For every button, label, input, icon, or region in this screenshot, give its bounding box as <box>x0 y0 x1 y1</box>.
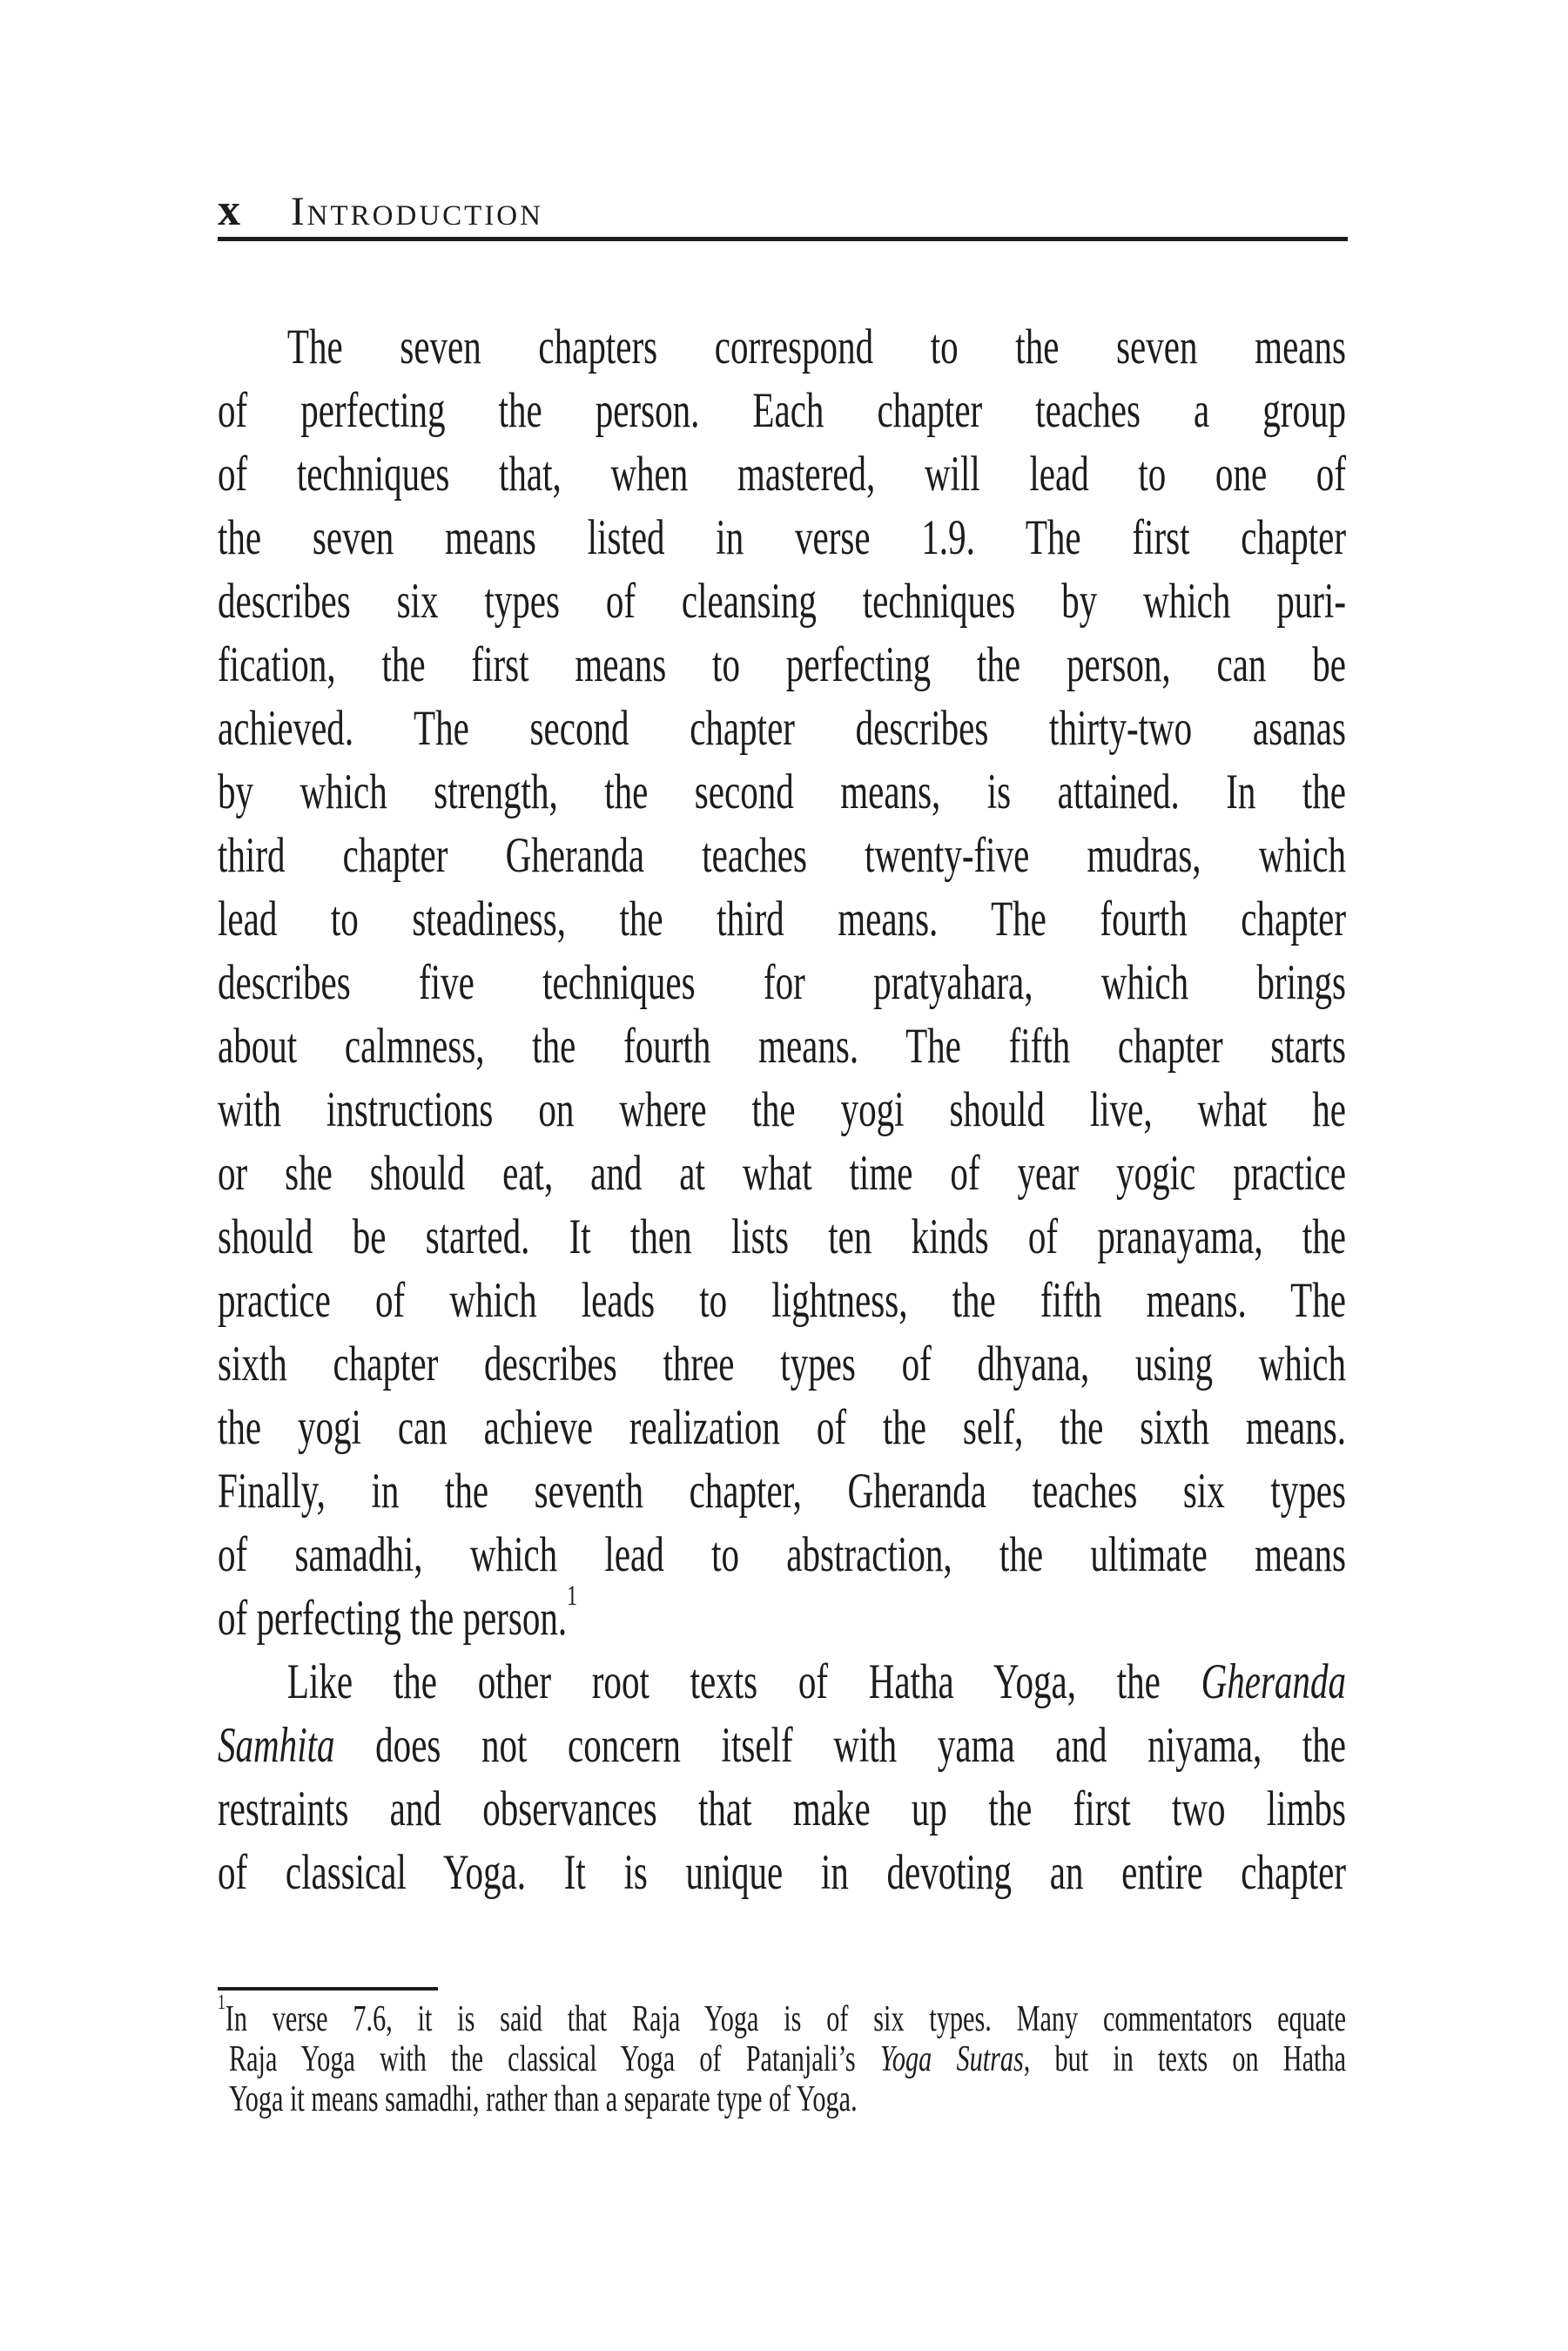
body-text <box>218 315 1346 1904</box>
text-line: describes six types of cleansing techniques by which puri- <box>218 574 1346 629</box>
text-line: restraints and observances that make up the first two limbs <box>218 1782 1346 1836</box>
text-line: with instructions on where the yogi should live, what he <box>218 1082 1346 1137</box>
footnote-rule <box>218 1987 438 1991</box>
text-line: fication, the first means to perfecting the person, can be <box>218 637 1346 692</box>
text-line: Finally, in the seventh chapter, Gheranda teaches six types <box>218 1464 1346 1519</box>
text-line: should be started. It then lists ten kinds of pranayama, the <box>218 1209 1346 1264</box>
italic-text: Samhita <box>218 1718 335 1773</box>
text-line: lead to steadiness, the third means. The fourth chapter <box>218 892 1346 946</box>
text-line: describes five techniques for pratyahara, which brings <box>218 955 1346 1010</box>
text-line: or she should eat, and at what time of year yogic practice <box>218 1146 1346 1201</box>
header-rule <box>218 237 1348 241</box>
text-line: $^1$In verse 7.6, it is said that Raja Yoga is of six types. Many commentators equate <box>218 1990 1346 2039</box>
text-line: of perfecting the person.$^1$ <box>218 1580 578 1646</box>
italic-text: Yoga Sutras <box>879 2039 1024 2079</box>
italic-text: Gheranda <box>1201 1654 1346 1709</box>
text-line: of samadhi, which lead to abstraction, the ultimate means <box>218 1527 1346 1582</box>
text-line: of techniques that, when mastered, will lead to one of <box>218 447 1346 502</box>
text-line: achieved. The second chapter describes thirty-two asanas <box>218 701 1346 756</box>
text-line: Like the other root texts of Hatha Yoga, the Gheranda <box>286 1654 1346 1709</box>
text-line: of perfecting the person. Each chapter teaches a group <box>218 383 1346 438</box>
footnote-reference: 1 <box>567 1580 578 1613</box>
text-line: sixth chapter describes three types of dhyana, using which <box>218 1337 1346 1391</box>
paragraph <box>218 315 1346 1650</box>
paragraph <box>218 1650 1346 1904</box>
text-line: the yogi can achieve realization of the self, the sixth means. <box>218 1400 1346 1455</box>
page-header <box>218 185 543 235</box>
text-line: Raja Yoga with the classical Yoga of Patanjali’s Yoga Sutras, but in texts on Hatha <box>228 2039 1346 2079</box>
text-line: Yoga it means samadhi, rather than a separate type of Yoga. <box>228 2079 858 2119</box>
text-line: by which strength, the second means, is attained. In the <box>218 765 1346 819</box>
running-head-title: Introduction <box>291 189 543 234</box>
text-line: Samhita does not concern itself with yama and niyama, the <box>218 1718 1346 1773</box>
text-line: practice of which leads to lightness, the fifth means. The <box>218 1273 1346 1328</box>
page-number: x <box>218 185 240 235</box>
text-line: third chapter Gheranda teaches twenty-five mudras, which <box>218 828 1346 883</box>
text-line: the seven means listed in verse 1.9. The first chapter <box>218 510 1346 565</box>
text-line: The seven chapters correspond to the seven means <box>286 320 1346 374</box>
footnote <box>218 1990 1346 2119</box>
text-line: about calmness, the fourth means. The fifth chapter starts <box>218 1019 1346 1074</box>
text-line: of classical Yoga. It is unique in devoting an entire chapter <box>218 1845 1346 1900</box>
footnote-reference: 1 <box>218 1990 225 2014</box>
